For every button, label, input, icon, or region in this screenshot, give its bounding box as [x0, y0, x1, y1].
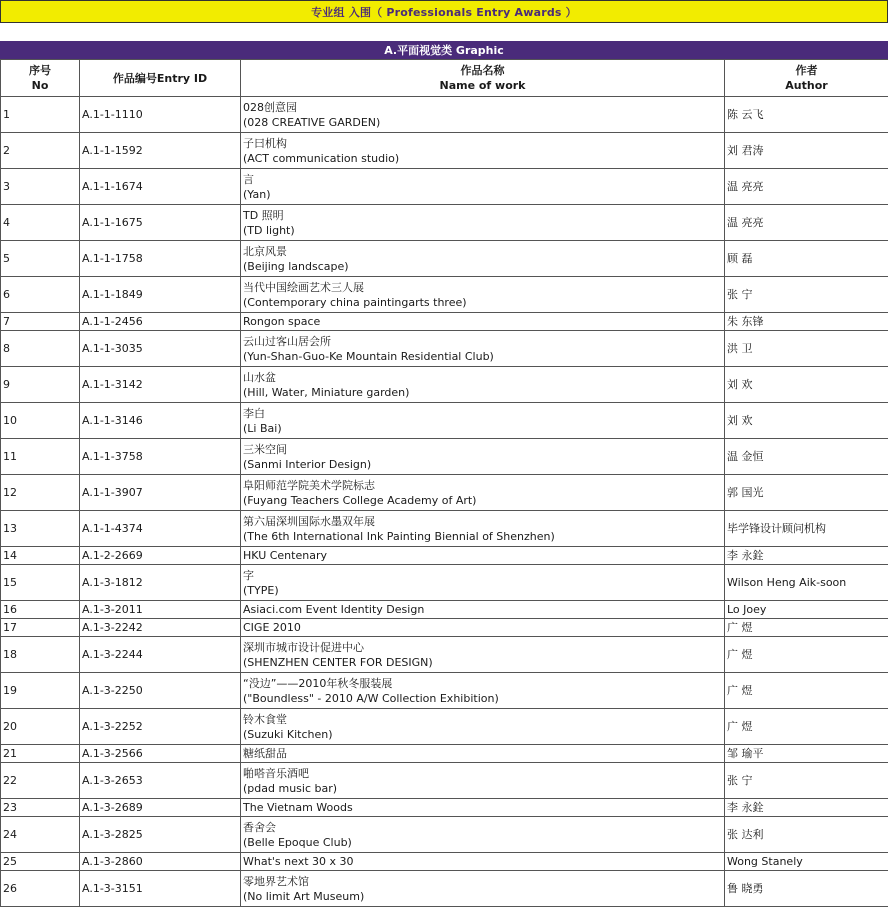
cell-author: 张 宁	[725, 277, 888, 313]
cell-no: 19	[1, 673, 80, 709]
cell-author: 李 永銓	[725, 799, 888, 817]
cell-no: 2	[1, 133, 80, 169]
table-row	[1, 745, 888, 763]
work-name-cn: 啪嗒音乐酒吧	[243, 766, 309, 780]
cell-author: Wilson Heng Aik-soon	[725, 565, 888, 601]
cell-author: 广 煜	[725, 637, 888, 673]
cell-no: 24	[1, 817, 80, 853]
work-name-en: (TD light)	[243, 223, 295, 237]
cell-entry-id: A.1-3-1812	[80, 565, 241, 601]
cell-entry-id: A.1-1-3907	[80, 475, 241, 511]
cell-author: 刘 欢	[725, 403, 888, 439]
table-row	[1, 367, 888, 403]
cell-author: 刘 欢	[725, 367, 888, 403]
cell-no: 22	[1, 763, 80, 799]
cell-work-name	[241, 241, 725, 277]
table-row	[1, 817, 888, 853]
cell-work-name	[241, 511, 725, 547]
cell-entry-id: A.1-3-2860	[80, 853, 241, 871]
work-name-en: (Yan)	[243, 187, 271, 201]
cell-entry-id: A.1-3-2566	[80, 745, 241, 763]
cell-entry-id: A.1-3-3151	[80, 871, 241, 907]
section-header: A.平面视觉类 Graphic	[0, 41, 888, 59]
work-name-cn: 当代中国绘画艺术三人展	[243, 280, 364, 294]
cell-work-name	[241, 439, 725, 475]
work-name-en: (Sanmi Interior Design)	[243, 457, 372, 471]
work-name-cn: Rongon space	[243, 315, 321, 328]
table-row	[1, 511, 888, 547]
table-row	[1, 565, 888, 601]
table-row	[1, 277, 888, 313]
table-row	[1, 709, 888, 745]
cell-author: 广 煜	[725, 709, 888, 745]
cell-author: Wong Stanely	[725, 853, 888, 871]
table-row	[1, 637, 888, 673]
cell-author: 朱 东锋	[725, 313, 888, 331]
cell-entry-id: A.1-3-2653	[80, 763, 241, 799]
cell-author: 鲁 晓勇	[725, 871, 888, 907]
cell-work-name	[241, 799, 725, 817]
cell-entry-id: A.1-3-2011	[80, 601, 241, 619]
header-author-en: Author	[785, 79, 828, 92]
cell-work-name	[241, 871, 725, 907]
cell-entry-id: A.1-3-2242	[80, 619, 241, 637]
cell-no: 16	[1, 601, 80, 619]
table-row	[1, 439, 888, 475]
cell-work-name	[241, 745, 725, 763]
cell-no: 8	[1, 331, 80, 367]
work-name-en: (Contemporary china paintingarts three)	[243, 295, 467, 309]
work-name-en: (Fuyang Teachers College Academy of Art)	[243, 493, 477, 507]
cell-no: 10	[1, 403, 80, 439]
work-name-en: (ACT communication studio)	[243, 151, 400, 165]
work-name-cn: 铃木食堂	[243, 712, 287, 726]
cell-no: 18	[1, 637, 80, 673]
work-name-cn: The Vietnam Woods	[243, 801, 353, 814]
work-name-cn: 第六届深圳国际水墨双年展	[243, 514, 375, 528]
work-name-cn: 子曰机构	[243, 136, 287, 150]
cell-author: 张 宁	[725, 763, 888, 799]
table-row	[1, 475, 888, 511]
table-row	[1, 403, 888, 439]
cell-work-name	[241, 619, 725, 637]
cell-author: 李 永銓	[725, 547, 888, 565]
cell-author: 毕学锋设计顾问机构	[725, 511, 888, 547]
cell-author: 温 亮亮	[725, 169, 888, 205]
table-row	[1, 853, 888, 871]
cell-author: 广 煜	[725, 619, 888, 637]
cell-work-name	[241, 97, 725, 133]
header-no-en: No	[31, 79, 49, 92]
cell-no: 21	[1, 745, 80, 763]
table-row	[1, 97, 888, 133]
cell-entry-id: A.1-1-3035	[80, 331, 241, 367]
cell-work-name	[241, 367, 725, 403]
work-name-en: (028 CREATIVE GARDEN)	[243, 115, 381, 129]
cell-no: 5	[1, 241, 80, 277]
table-row	[1, 763, 888, 799]
work-name-cn: 零地界艺术馆	[243, 874, 309, 888]
work-name-en: (Hill, Water, Miniature garden)	[243, 385, 410, 399]
work-name-cn: 北京风景	[243, 244, 287, 258]
cell-work-name	[241, 331, 725, 367]
work-name-cn: 深圳市城市设计促进中心	[243, 640, 364, 654]
cell-author: 陈 云飞	[725, 97, 888, 133]
cell-author: 温 亮亮	[725, 205, 888, 241]
cell-no: 17	[1, 619, 80, 637]
cell-no: 9	[1, 367, 80, 403]
cell-no: 12	[1, 475, 80, 511]
work-name-en: ("Boundless" - 2010 A/W Collection Exhibition)	[243, 691, 499, 705]
cell-author: Lo Joey	[725, 601, 888, 619]
work-name-cn: 糖纸甜品	[243, 747, 287, 760]
work-name-cn: TD 照明	[243, 208, 284, 222]
table-row	[1, 169, 888, 205]
cell-work-name	[241, 709, 725, 745]
cell-author: 邹 瑜平	[725, 745, 888, 763]
cell-no: 6	[1, 277, 80, 313]
work-name-cn: 李白	[243, 406, 265, 420]
table-row	[1, 547, 888, 565]
cell-entry-id: A.1-1-1674	[80, 169, 241, 205]
header-name	[241, 60, 725, 97]
header-no	[1, 60, 80, 97]
work-name-cn: 香舍会	[243, 820, 276, 834]
table-row	[1, 331, 888, 367]
cell-no: 3	[1, 169, 80, 205]
header-entry-id	[80, 60, 241, 97]
cell-no: 26	[1, 871, 80, 907]
cell-entry-id: A.1-1-3142	[80, 367, 241, 403]
cell-work-name	[241, 133, 725, 169]
work-name-en: (Suzuki Kitchen)	[243, 727, 333, 741]
cell-entry-id: A.1-3-2252	[80, 709, 241, 745]
work-name-cn: 字	[243, 568, 254, 582]
cell-entry-id: A.1-3-2244	[80, 637, 241, 673]
cell-no: 13	[1, 511, 80, 547]
table-row	[1, 673, 888, 709]
cell-work-name	[241, 673, 725, 709]
work-name-cn: What's next 30 x 30	[243, 855, 354, 868]
cell-no: 25	[1, 853, 80, 871]
table-row	[1, 205, 888, 241]
cell-entry-id: A.1-1-2456	[80, 313, 241, 331]
cell-work-name	[241, 403, 725, 439]
cell-entry-id: A.1-1-3758	[80, 439, 241, 475]
table-row	[1, 799, 888, 817]
cell-entry-id: A.1-3-2250	[80, 673, 241, 709]
cell-work-name	[241, 277, 725, 313]
table-header	[1, 60, 888, 97]
cell-entry-id: A.1-1-1758	[80, 241, 241, 277]
cell-work-name	[241, 475, 725, 511]
work-name-cn: 三米空间	[243, 442, 287, 456]
cell-entry-id: A.1-1-1592	[80, 133, 241, 169]
work-name-en: (TYPE)	[243, 583, 279, 597]
work-name-en: (Li Bai)	[243, 421, 282, 435]
cell-entry-id: A.1-2-2669	[80, 547, 241, 565]
work-name-cn: 山水盆	[243, 370, 276, 384]
cell-author: 刘 君涛	[725, 133, 888, 169]
entries-table	[0, 59, 888, 907]
cell-author: 郭 国光	[725, 475, 888, 511]
cell-author: 广 煜	[725, 673, 888, 709]
cell-no: 20	[1, 709, 80, 745]
work-name-cn: “没边”——2010年秋冬服装展	[243, 676, 393, 690]
header-no-cn: 序号	[29, 64, 51, 77]
cell-work-name	[241, 313, 725, 331]
cell-author: 洪 卫	[725, 331, 888, 367]
cell-no: 1	[1, 97, 80, 133]
work-name-cn: 云山过客山居会所	[243, 334, 331, 348]
work-name-cn: Asiaci.com Event Identity Design	[243, 603, 425, 616]
cell-entry-id: A.1-3-2689	[80, 799, 241, 817]
cell-work-name	[241, 547, 725, 565]
cell-entry-id: A.1-1-1675	[80, 205, 241, 241]
work-name-cn: 028创意园	[243, 100, 297, 114]
table-row	[1, 313, 888, 331]
header-name-en: Name of work	[439, 79, 526, 92]
cell-no: 14	[1, 547, 80, 565]
cell-no: 7	[1, 313, 80, 331]
cell-work-name	[241, 565, 725, 601]
work-name-cn: 言	[243, 172, 254, 186]
header-name-cn: 作品名称	[460, 64, 505, 77]
work-name-en: (The 6th International Ink Painting Biennial of Shenzhen)	[243, 529, 555, 543]
cell-author: 张 达利	[725, 817, 888, 853]
header-author	[725, 60, 888, 97]
cell-no: 15	[1, 565, 80, 601]
cell-work-name	[241, 853, 725, 871]
table-row	[1, 601, 888, 619]
work-name-cn: 阜阳师范学院美术学院标志	[243, 478, 375, 492]
table-row	[1, 133, 888, 169]
cell-no: 11	[1, 439, 80, 475]
work-name-en: (Yun-Shan-Guo-Ke Mountain Residential Club)	[243, 349, 494, 363]
work-name-en: (Beijing landscape)	[243, 259, 349, 273]
work-name-cn: HKU Centenary	[243, 549, 327, 562]
cell-entry-id: A.1-1-1110	[80, 97, 241, 133]
cell-work-name	[241, 637, 725, 673]
cell-entry-id: A.1-3-2825	[80, 817, 241, 853]
work-name-en: (Belle Epoque Club)	[243, 835, 352, 849]
cell-no: 23	[1, 799, 80, 817]
cell-entry-id: A.1-1-3146	[80, 403, 241, 439]
table-row	[1, 241, 888, 277]
work-name-en: (No limit Art Museum)	[243, 889, 365, 903]
cell-entry-id: A.1-1-1849	[80, 277, 241, 313]
cell-work-name	[241, 763, 725, 799]
table-body	[1, 97, 888, 907]
cell-entry-id: A.1-1-4374	[80, 511, 241, 547]
work-name-en: (pdad music bar)	[243, 781, 338, 795]
cell-work-name	[241, 169, 725, 205]
table-row	[1, 619, 888, 637]
table-row	[1, 871, 888, 907]
work-name-en: (SHENZHEN CENTER FOR DESIGN)	[243, 655, 433, 669]
header-entry-id-label: 作品编号Entry ID	[112, 71, 208, 85]
header-author-cn: 作者	[795, 64, 818, 77]
cell-work-name	[241, 601, 725, 619]
cell-work-name	[241, 205, 725, 241]
cell-author: 顾 磊	[725, 241, 888, 277]
work-name-cn: CIGE 2010	[243, 621, 301, 634]
cell-author: 温 金恒	[725, 439, 888, 475]
category-banner: 专业组 入围（ Professionals Entry Awards ）	[0, 0, 888, 23]
cell-no: 4	[1, 205, 80, 241]
cell-work-name	[241, 817, 725, 853]
